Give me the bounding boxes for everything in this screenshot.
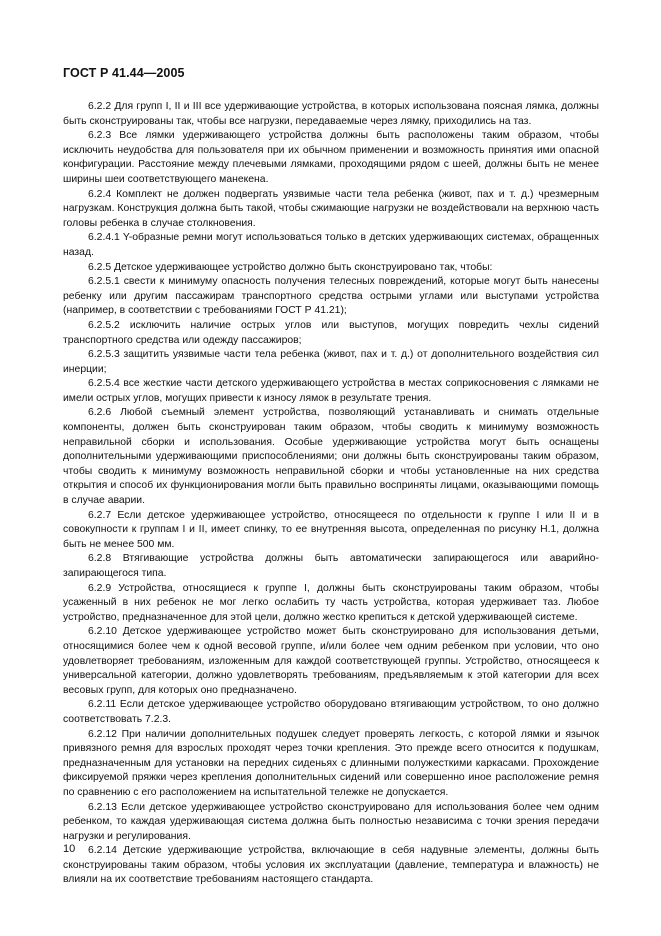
paragraph-6-2-10: 6.2.10 Детское удерживающее устройство может быть сконструировано для использования детьми, относящимися более чем к одной весовой группе, и/или более чем одним ребенком при условии, что оно удовлетворяет требованиям, изложенным для каждой соответствующей группы. Устройство, относящееся к универсальной категории, должно удовлетворять требованиям, предъявляемым к этой категории для всех весовых групп, для которых оно предназначено. xyxy=(63,626,599,696)
paragraph-6-2-5: 6.2.5 Детское удерживающее устройство должно быть сконструировано так, чтобы: xyxy=(88,261,493,273)
paragraph-6-2-8: 6.2.8 Втягивающие устройства должны быть автоматически запирающегося или аварийно-запирающегося типа. xyxy=(63,553,599,579)
paragraph-6-2-9: 6.2.9 Устройства, относящиеся к группе I, должны быть сконструированы таким образом, чтобы усаженный в них ребенок не мог легко ослабить ту часть устройства, которая удерживает таз. Любое устройство, предназначенное для этой цели, должно жестко крепиться к детской удерживающей системе. xyxy=(63,582,599,623)
paragraph-6-2-11: 6.2.11 Если детское удерживающее устройство оборудовано втягивающим устройством, то оно должно соответствовать 7.2.3. xyxy=(63,699,599,725)
paragraph-6-2-4: 6.2.4 Комплект не должен подвергать уязвимые части тела ребенка (живот, пах и т. д.) чрезмерным нагрузкам. Конструкция должна быть такой, чтобы сжимающие нагрузки не воздействовали на верхнюю часть головы ребенка в случае столкновения. xyxy=(63,188,599,229)
paragraph-6-2-7: 6.2.7 Если детское удерживающее устройство, относящееся по отдельности к группе I или II и в совокупности к группам I и II, имеет спинку, то ее внутренняя высота, определенная по рисунку Н.1, должна быть не менее 500 мм. xyxy=(63,509,599,550)
paragraph-6-2-5-1: 6.2.5.1 свести к минимуму опасность получения телесных повреждений, которые могут быть нанесены ребенку или другим пассажирам транспортного средства острыми углами или выступами устройства (например, в соответствии с требованиями ГОСТ Р 41.21); xyxy=(63,276,599,317)
paragraph-6-2-4-1: 6.2.4.1 Y-образные ремни могут использоваться только в детских удерживающих системах, обращенных назад. xyxy=(63,232,599,258)
paragraph-6-2-6: 6.2.6 Любой съемный элемент устройства, позволяющий устанавливать и снимать отдельные компоненты, должен быть сконструирован таким образом, чтобы сводить к минимуму возможность неправильной сборки и использования. Особые удерживающие устройства могут быть оснащены дополнительными удерживающими приспособлениями; они должны быть сконструированы таким образом, чтобы сводить к минимуму возможность неправильной сборки и чтобы установленные на них средства открытия и способ их функционирования могли быть правильно восприняты лицами, оказывающими помощь в случае аварии. xyxy=(63,407,599,507)
document-header: ГОСТ Р 41.44—2005 xyxy=(63,66,185,80)
paragraph-6-2-5-2: 6.2.5.2 исключить наличие острых углов или выступов, могущих повредить чехлы сидений транспортного средства или одежду пассажиров; xyxy=(63,319,599,346)
page-number: 10 xyxy=(63,843,76,855)
paragraph-6-2-2: 6.2.2 Для групп I, II и III все удерживающие устройства, в которых использована поясная лямка, должны быть сконструированы так, чтобы все нагрузки, передаваемые через лямку, приходились на таз. xyxy=(63,101,599,127)
paragraph-6-2-12: 6.2.12 При наличии дополнительных подушек следует проверять легкость, с которой лямки и язычок привязного ремня для взрослых проходят через точки крепления. Это прежде всего относится к подушкам, предназначенным для установки на передних сиденьях с длинными полужесткими каркасами. Прохождение фиксируемой пряжки через крепления дополнительных сидений или совершенно иное расположение ремня по сравнению с его расположением на испытательной тележке не допускается. xyxy=(63,728,599,798)
paragraph-6-2-5-3: 6.2.5.3 защитить уязвимые части тела ребенка (живот, пах и т. д.) от дополнительного воздействия сил инерции; xyxy=(63,349,599,375)
document-body xyxy=(63,100,599,888)
paragraph-6-2-13: 6.2.13 Если детское удерживающее устройство сконструировано для использования более чем одним ребенком, то каждая удерживающая система должна быть полностью независима с точки зрения передачи нагрузки и регулирования. xyxy=(63,801,599,842)
paragraph-6-2-3: 6.2.3 Все лямки удерживающего устройства должны быть расположены таким образом, чтобы исключить неудобства для пользователя при их обычном применении и возможность принятия ими опасной конфигурации. Расстояние между плечевыми лямками, проходящими рядом с шеей, должны быть не менее ширины шеи соответствующего манекена. xyxy=(63,130,599,185)
paragraph-6-2-14: 6.2.14 Детские удерживающие устройства, включающие в себя надувные элементы, должны быть сконструированы таким образом, чтобы условия их эксплуатации (давление, температура и влажность) не влияли на их соответствие требованиям настоящего стандарта. xyxy=(63,845,599,886)
paragraph-6-2-5-4: 6.2.5.4 все жесткие части детского удерживающего устройства в местах соприкосновения с лямками не имели острых углов, могущих привести к износу лямок в результате трения. xyxy=(63,378,599,404)
